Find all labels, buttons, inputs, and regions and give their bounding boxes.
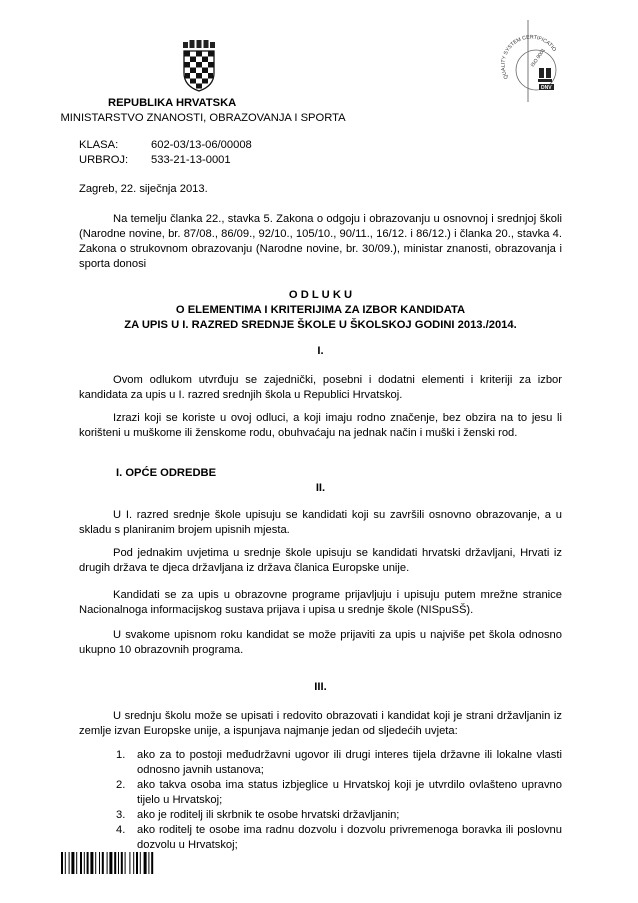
list-item-number: 1. xyxy=(116,749,126,761)
section-number-3: III. xyxy=(314,681,327,693)
klasa-label: KLASA: xyxy=(79,139,119,151)
coat-of-arms-icon xyxy=(181,40,217,92)
list-item xyxy=(116,823,562,853)
list-item xyxy=(116,748,562,778)
urbroj-label: URBROJ: xyxy=(79,154,129,166)
barcode-bar xyxy=(129,852,130,874)
barcode-bar xyxy=(144,852,147,874)
list-item-text: ako je roditelj ili skrbnik te osobe hrvatski državljanin; xyxy=(137,809,400,821)
list-item-number: 4. xyxy=(116,824,126,836)
barcode-bar xyxy=(80,852,82,874)
document-reference xyxy=(79,138,252,168)
section2-paragraph-3: Kandidati se za upis u obrazovne programe prijavljuju i upisuju putem mrežne stranice Nacionalnoga informacijskog sustava prijava i upisa u srednje škole (NISpuSŠ). xyxy=(79,589,562,616)
iso-label: ISO 9001 xyxy=(529,47,547,69)
section3-paragraph-1: U srednju školu može se upisati i redovito obrazovati i kandidat koji je strani državljanin iz zemlje izvan Europske unije, a ispunjava najmanje jedan od sljedećih uvjeta: xyxy=(79,710,562,737)
list-item-text: ako za to postoji međudržavni ugovor ili drugi interes tijela državne ili lokalne vlasti odnosno javnih ustanova; xyxy=(137,749,562,776)
dnv-logo: DNV xyxy=(541,85,552,91)
title-line-1: O D L U K U xyxy=(288,289,353,301)
section2-paragraph-2: Pod jednakim uvjetima u srednje škole upisuju se kandidati hrvatski državljani, Hrvati iz drugih država te djeca državljana iz država članica Europske unije. xyxy=(79,547,562,574)
barcode-bar xyxy=(133,852,134,874)
ministry-title: MINISTARSTVO ZNANOSTI, OBRAZOVANJA I SPORTA xyxy=(60,112,346,124)
barcode-bar xyxy=(102,852,104,874)
barcode-bar xyxy=(136,852,138,874)
barcode-bar xyxy=(107,852,108,874)
barcode-bar xyxy=(61,852,63,874)
section1-paragraph-1: Ovom odlukom utvrđuju se zajednički, posebni i dodatni elementi i kriteriji za izbor kandidata za upis u I. razred srednjih škola u Republici Hrvatskoj. xyxy=(79,374,562,401)
document-date: Zagreb, 22. siječnja 2013. xyxy=(79,183,208,195)
barcode-bar xyxy=(148,852,149,874)
barcode-icon xyxy=(61,852,181,874)
barcode-bar xyxy=(99,852,100,874)
barcode-bar xyxy=(87,852,89,874)
list-item xyxy=(116,778,562,808)
republic-title: REPUBLIKA HRVATSKA xyxy=(108,97,237,109)
barcode-bar xyxy=(151,852,153,874)
conditions-list xyxy=(116,748,562,853)
section1-paragraph-2: Izrazi koji se koriste u ovoj odluci, a koji imaju rodno značenje, bez obzira na to jesu li korišteni u muškome ili ženskome rodu, obuhvaćaju na jednak način i muški i ženski rod. xyxy=(79,412,562,439)
barcode-bar xyxy=(90,852,93,874)
barcode-bar xyxy=(125,852,126,874)
barcode-bar xyxy=(109,852,112,874)
barcode-bar xyxy=(84,852,85,874)
section2-paragraph-4: U svakome upisnom roku kandidat se može prijaviti za upis u najviše pet škola odnosno ukupno 10 obrazovnih programa. xyxy=(79,629,562,656)
urbroj-value: 533-21-13-0001 xyxy=(151,154,231,166)
title-line-3: ZA UPIS U I. RAZRED SREDNJE ŠKOLE U ŠKOLSKOJ GODINI 2013./2014. xyxy=(124,319,517,331)
barcode-bar xyxy=(95,852,96,874)
section-number-1: I. xyxy=(317,345,324,357)
barcode-bar xyxy=(69,852,70,874)
barcode-bar xyxy=(76,852,77,874)
document-title xyxy=(79,288,562,333)
list-item-number: 3. xyxy=(116,809,126,821)
list-item xyxy=(116,808,562,823)
barcode-bar xyxy=(121,852,123,874)
barcode-bar xyxy=(71,852,74,874)
barcode-bar xyxy=(118,852,119,874)
section2-paragraph-1: U I. razred srednje škole upisuju se kandidati koji su završili osnovno obrazovanje, a u skladu s planiranim brojem upisnih mjesta. xyxy=(79,509,562,536)
intro-paragraph: Na temelju članka 22., stavka 5. Zakona o odgoju i obrazovanju u osnovnoj i srednjoj školi (Narodne novine, br. 87/08., 86/09., 92/10., 105/10., 90/11., 16/12. i 86/12.) i članka 20., stavka 4. Zakona o strukovnom obrazovanju (Narodne novine, br. 30/09.), ministar znanosti, obrazovanja i sporta donosi xyxy=(79,213,562,270)
list-item-text: ako roditelj te osobe ima radnu dozvolu i dozvolu privremenoga boravka ili poslovnu dozvolu u Hrvatskoj; xyxy=(137,824,562,851)
klasa-value: 602-03/13-06/00008 xyxy=(151,139,252,151)
barcode-bar xyxy=(114,852,116,874)
list-item-number: 2. xyxy=(116,779,126,791)
certification-logo-icon xyxy=(498,18,560,104)
barcode-bar xyxy=(65,852,66,874)
certification-ring-text: QUALITY SYSTEM CERTIFICATIO xyxy=(500,34,558,80)
title-line-2: O ELEMENTIMA I KRITERIJIMA ZA IZBOR KANDIDATA xyxy=(175,304,466,316)
chapter-heading: I. OPĆE ODREDBE xyxy=(116,467,217,479)
section-number-2: II. xyxy=(315,482,326,494)
barcode-bar xyxy=(140,852,141,874)
list-item-text: ako takva osoba ima status izbjeglice u Hrvatskoj koji je utvrdilo ovlašteno upravno tijelo u Hrvatskoj; xyxy=(137,779,562,806)
letterhead xyxy=(48,96,358,126)
